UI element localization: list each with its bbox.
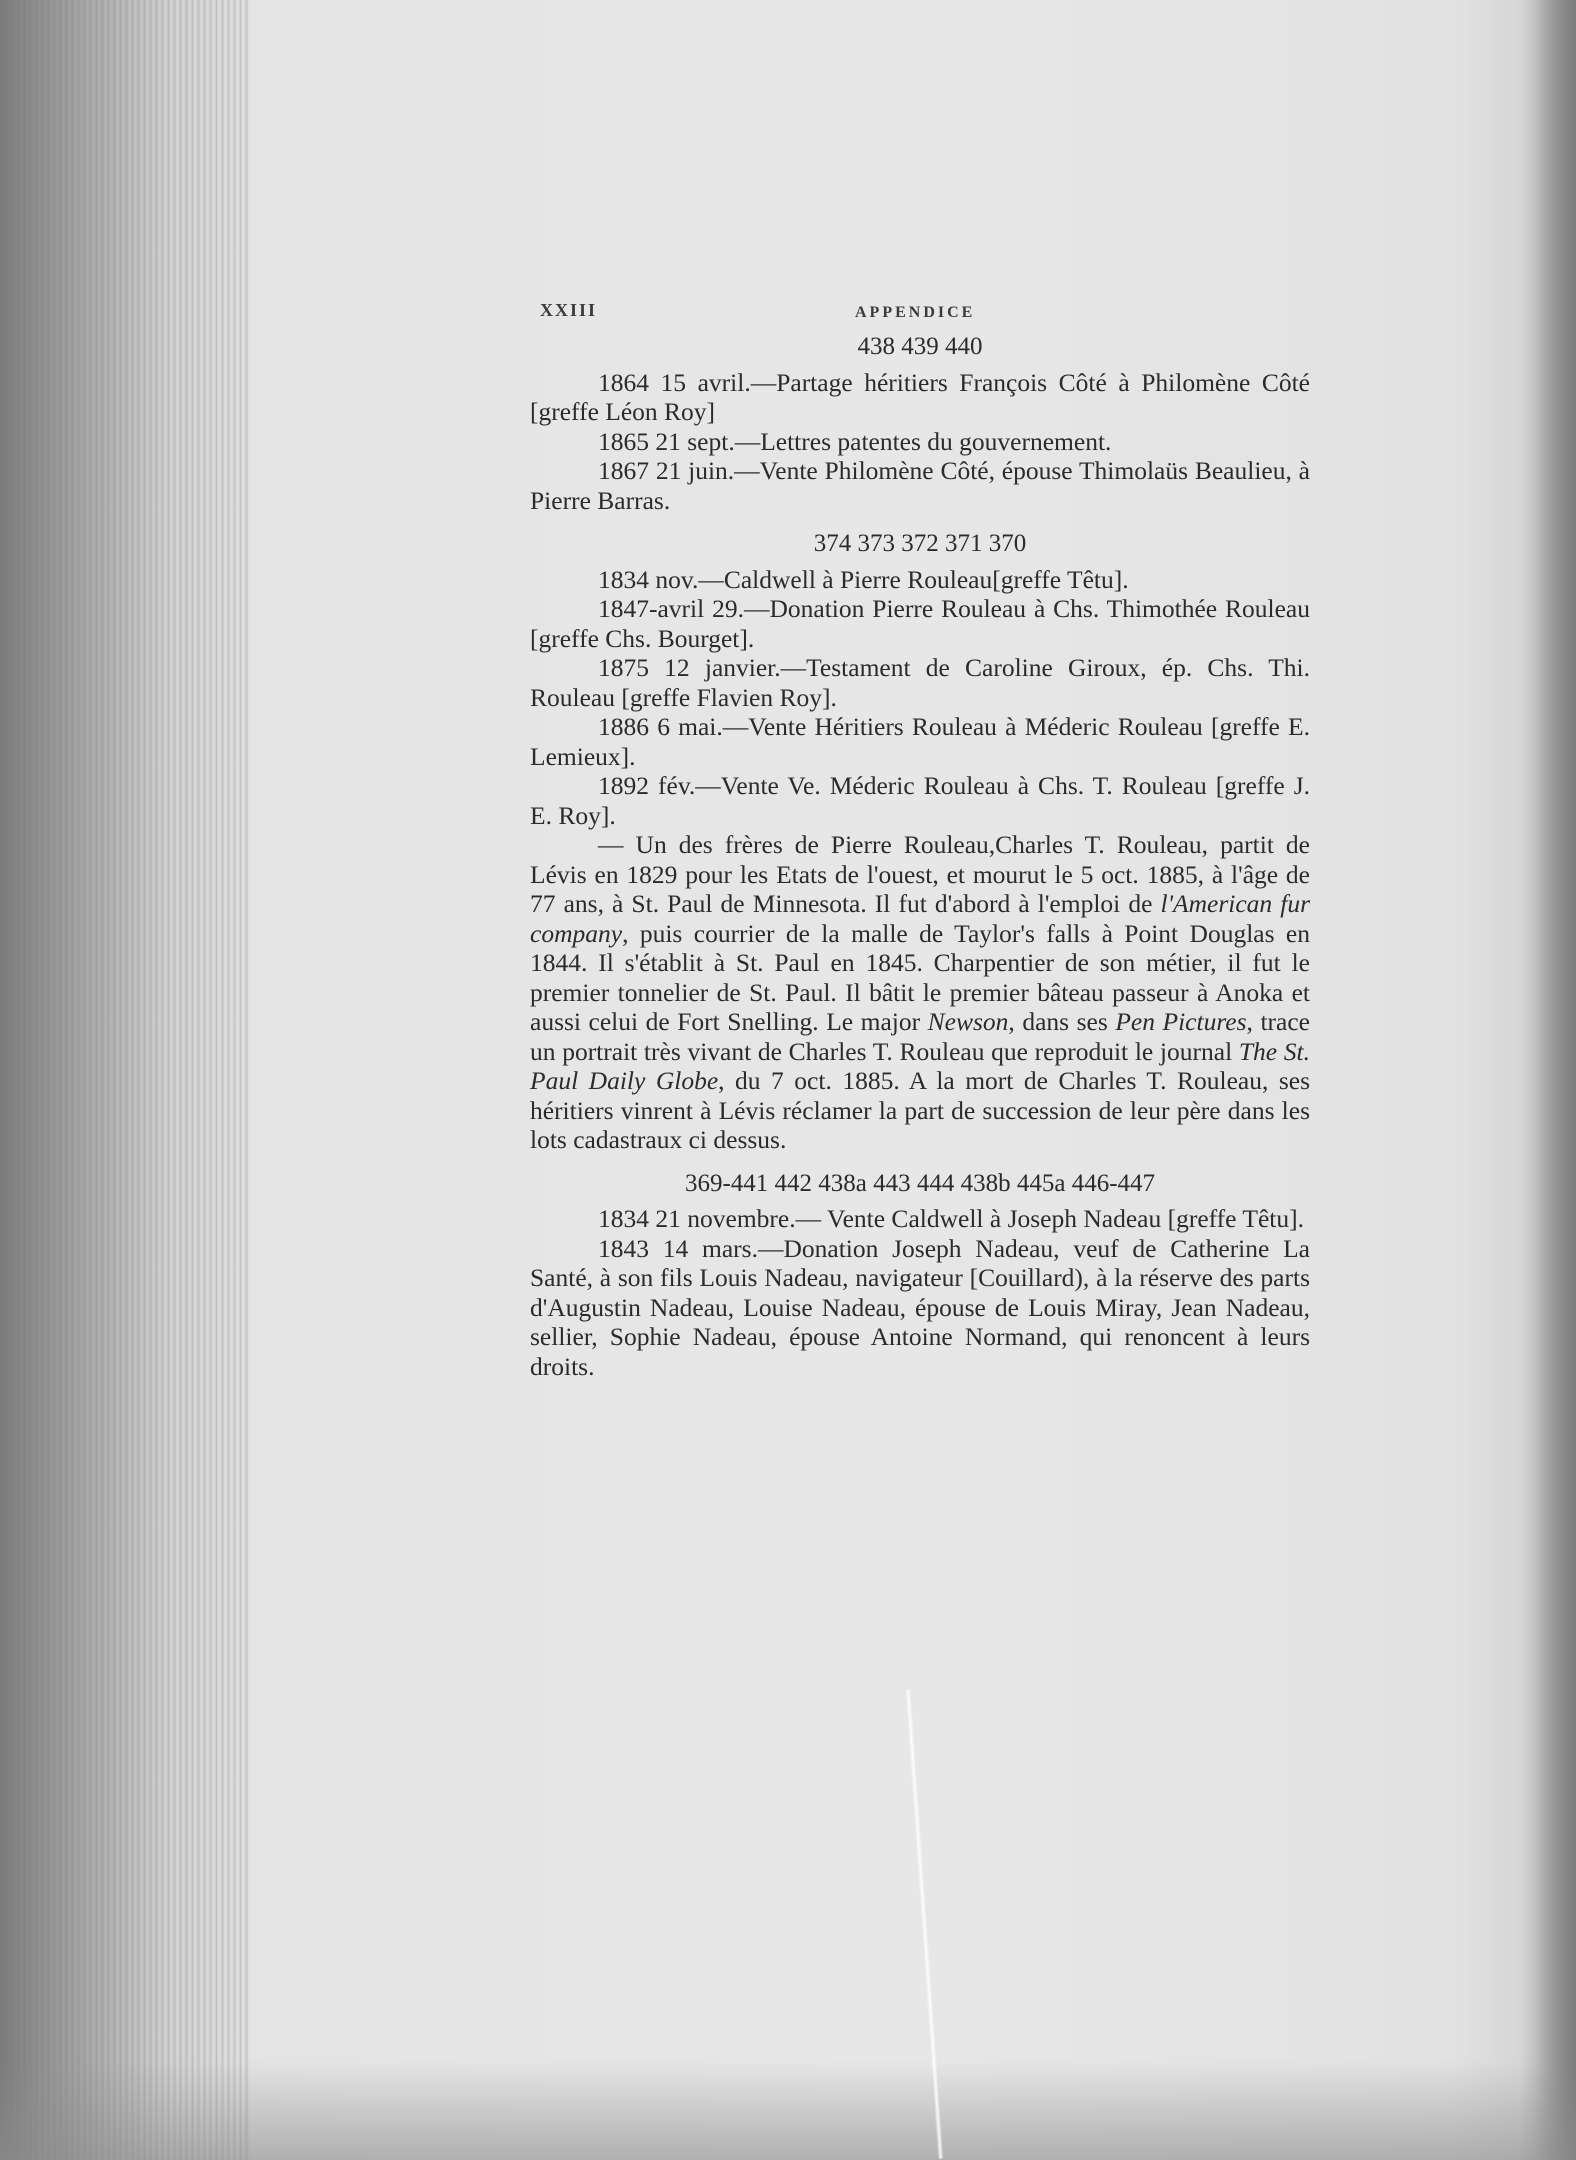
deed-entry: 1892 fév.—Vente Ve. Méderic Rouleau à Chs. T. Rouleau [greffe J. E. Roy]. <box>530 771 1310 830</box>
deed-entry: 1864 15 avril.—Partage héritiers François Côté à Philomène Côté [greffe Léon Roy] <box>530 367 1310 426</box>
historical-note <box>530 830 1310 1155</box>
deed-entry: 1843 14 mars.—Donation Joseph Nadeau, veuf de Catherine La Santé, à son fils Louis Nadeau, navigateur [Couillard), à la réserve des parts d'Augustin Nadeau, Louise Nadeau, épouse de Louis Miray, Jean Nadeau, sellier, Sophie Nadeau, épouse Antoine Normand, qui renoncent à leurs droits. <box>530 1233 1310 1381</box>
deed-entry: 1865 21 sept.—Lettres patentes du gouvernement. <box>598 426 1112 456</box>
lot-numbers-heading: 438 439 440 <box>857 333 983 360</box>
page-number: XXIII <box>540 300 598 320</box>
lot-numbers-heading: 374 373 372 371 370 <box>813 530 1027 557</box>
deed-entry: 1834 21 novembre.— Vente Caldwell à Joseph Nadeau [greffe Têtu]. <box>598 1204 1305 1233</box>
page-text-block <box>530 292 1310 1381</box>
stacked-page-edges <box>0 0 250 2160</box>
bottom-page-shadow <box>0 2060 1576 2160</box>
deed-entry: 1847-avril 29.—Donation Pierre Rouleau à Chs. Thimothée Rouleau [greffe Chs. Bourget]. <box>530 594 1310 653</box>
note-text: — Un des frères de Pierre Rouleau,Charles T. Rouleau, partit de Lévis en 1829 pour les Etats de l'ouest, et mourut le 5 oct. 1885, à l'âge de 77 ans, à St. Paul de Minnesota. Il fut d'abord à l'emploi de <box>530 830 1310 918</box>
section-title: APPENDICE <box>855 304 976 321</box>
note-italic-newspaper: The St. Paul Daily Globe <box>530 1036 1310 1095</box>
lot-numbers-heading: 369-441 442 438a 443 444 438b 445a 446-447 <box>684 1169 1156 1197</box>
note-text: , dans ses <box>1008 1007 1116 1036</box>
note-italic-company: l'American fur company <box>530 889 1310 948</box>
running-head <box>530 292 1310 328</box>
deed-entry: 1875 12 janvier.—Testament de Caroline Giroux, ép. Chs. Thi. Rouleau [greffe Flavien Roy]. <box>530 653 1310 712</box>
right-page-shadow <box>1520 0 1576 2160</box>
note-text: , puis courrier de la malle de Taylor's falls à Point Douglas en 1844. Il s'établit à St. Paul en 1845. Charpentier de son métier, il fut le premier tonnelier de St. Paul. Il bâtit le premier bâteau passeur à Anoka et aussi celui de Fort Snelling. Le major <box>530 918 1310 1036</box>
note-italic-book: Pen Pictures <box>1115 1007 1247 1036</box>
deed-entry: 1867 21 juin.—Vente Philomène Côté, épouse Thimolaüs Beaulieu, à Pierre Barras. <box>530 456 1310 515</box>
deed-entry: 1834 nov.—Caldwell à Pierre Rouleau[greffe Têtu]. <box>598 564 1129 594</box>
deed-entry: 1886 6 mai.—Vente Héritiers Rouleau à Méderic Rouleau [greffe E. Lemieux]. <box>530 712 1310 771</box>
note-italic-author: Newson <box>927 1007 1009 1036</box>
note-text: , du 7 oct. 1885. A la mort de Charles T. Rouleau, ses héritiers vinrent à Lévis réclamer la part de succession de leur père dans les lots cadastraux ci dessus. <box>530 1066 1310 1154</box>
note-text: , trace un portrait très vivant de Charles T. Rouleau que reproduit le journal <box>530 1007 1310 1066</box>
